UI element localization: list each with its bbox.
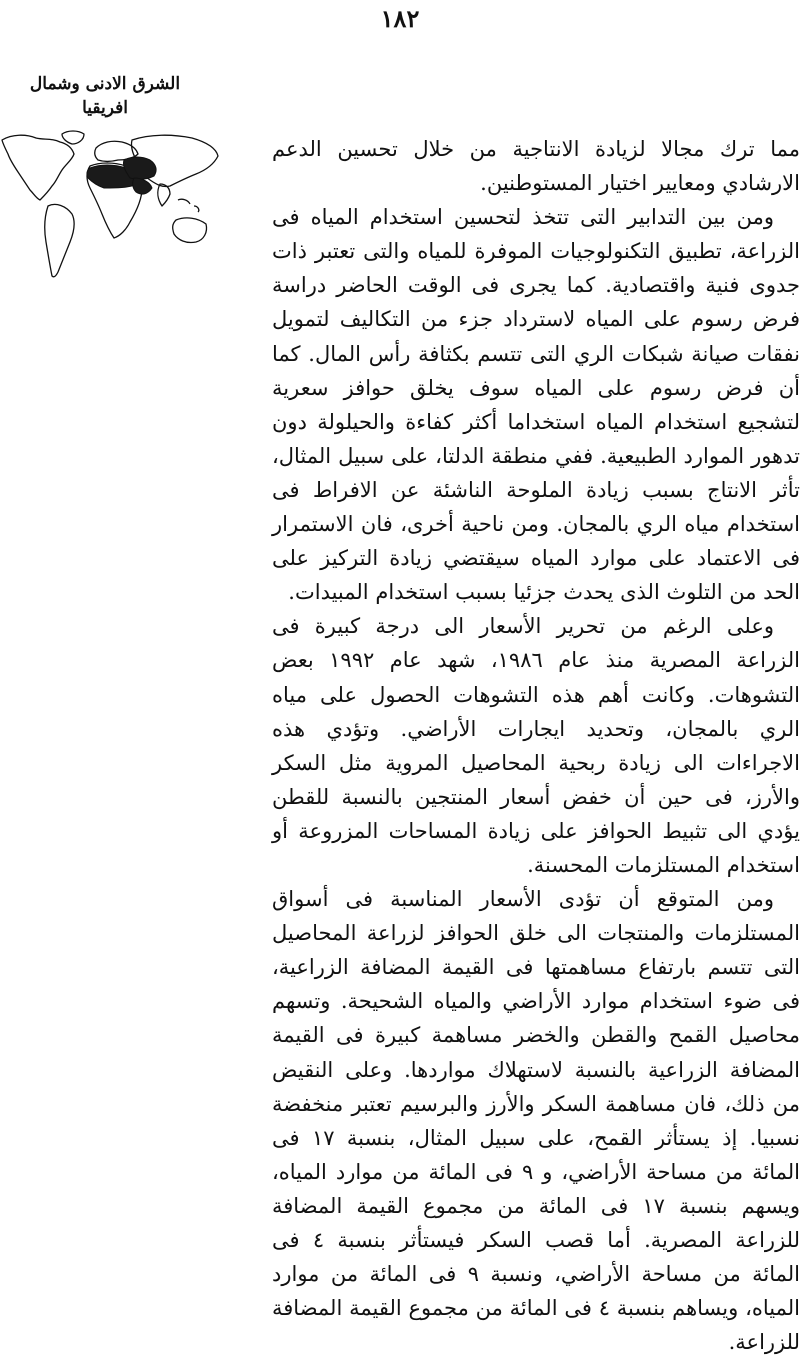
islands-outline <box>178 199 199 212</box>
paragraph-3: وعلى الرغم من تحرير الأسعار الى درجة كبيرة فى الزراعة المصرية منذ عام ١٩٨٦، شهد عام ١٩٩٢ بعض التشوهات. وكانت أهم هذه التشوهات الحصول على مياه الري بالمجان، وتحديد ايجارات الأراضي. وتؤدي هذه الاجراءات الى زيادة ربحية المحاصيل المروية مثل السكر والأرز، فى حين أن خفض أسعار المنتجين بالنسبة للقطن يؤدي الى تثبيط الحوافز على زيادة المساحات المزروعة أو استخدام المستلزمات المحسنة. <box>272 614 800 877</box>
arabia-highlight <box>133 178 152 194</box>
world-map-icon <box>0 126 220 282</box>
paragraph-2: ومن بين التدابير التى تتخذ لتحسين استخدام المياه فى الزراعة، تطبيق التكنولوجيات الموفرة للمياه والتى تعتبر ذات جدوى فنية واقتصادية. كما يجرى فى الوقت الحاضر دراسة فرض رسوم على المياه لاسترداد جزء من التكاليف لتمويل نفقات صيانة شبكات الري التى تتسم بكثافة رأس المال. كما أن فرض رسوم على المياه سوف يخلق حوافز سعرية لتشجيع استخدام المياه استخداما أكثر كفاءة والحيلولة دون تدهور الموارد الطبيعية. ففي منطقة الدلتا، على سبيل المثال، تأثر الانتاج بسبب زيادة الملوحة الناشئة عن الافراط فى استخدام مياه الري بالمجان. ومن ناحية أخرى، فان الاستمرار فى الاعتماد على موارد المياه سيقتضي زيادة التركيز على الحد من التلوث الذى يحدث جزئيا بسبب استخدام المبيدات. <box>272 205 800 605</box>
greenland-outline <box>62 131 84 144</box>
south-america-outline <box>45 204 74 276</box>
paragraph-4: ومن المتوقع أن تؤدى الأسعار المناسبة فى أسواق المستلزمات والمنتجات الى خلق الحوافز لزراعة المحاصيل التى تتسم بارتفاع مساهمتها فى القيمة المضافة الزراعية، فى ضوء استخدام موارد الأراضي والمياه الشحيحة. وتسهم محاصيل القمح والقطن والخضر مساهمة كبيرة فى القيمة المضافة الزراعية بالنسبة لاستهلاك مواردها. وعلى النقيض من ذلك، فان مساهمة السكر والأرز والبرسيم تعتبر منخفضة نسبيا. إذ يستأثر القمح، على سبيل المثال، بنسبة ١٧ فى المائة من مساحة الأراضي، و ٩ فى المائة من موارد المياه، ويسهم بنسبة ١٧ فى المائة من مجموع القيمة المضافة للزراعة المصرية. أما قصب السكر فيستأثر بنسبة ٤ فى المائة من مساحة الأراضي، ونسبة ٩ فى المائة من موارد المياه، ويساهم بنسبة ٤ فى المائة من مجموع القيمة المضافة للزراعة. <box>272 887 800 1355</box>
region-title-line-1: الشرق الادنى وشمال <box>29 74 181 94</box>
near-east-highlight <box>123 157 156 179</box>
australia-outline <box>173 218 207 243</box>
paragraph-1: مما ترك مجالا لزيادة الانتاجية من خلال تحسين الدعم الارشادي ومعايير اختيار المستوطنين. <box>272 137 800 196</box>
india-outline <box>158 184 170 206</box>
article-body <box>272 132 800 1359</box>
region-title <box>0 72 210 120</box>
page-number: ١٨٢ <box>380 4 420 33</box>
region-title-line-2: افريقيا <box>82 98 128 118</box>
north-america-outline <box>2 135 74 200</box>
